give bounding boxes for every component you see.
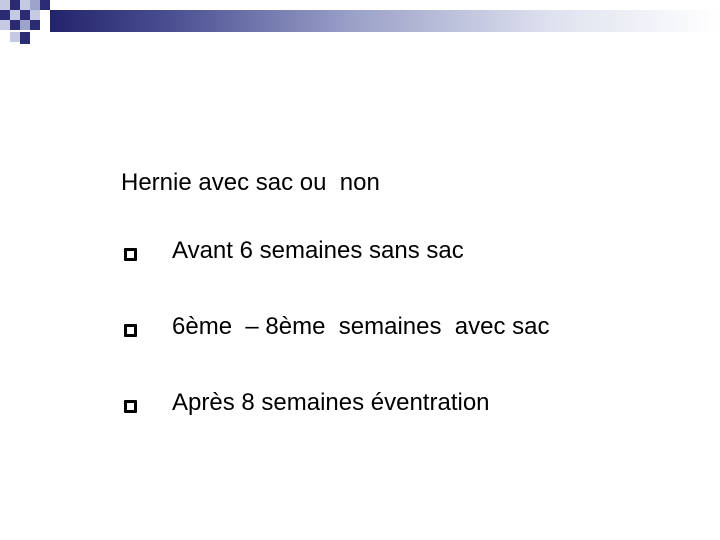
decor-square — [0, 20, 10, 30]
square-bullet-icon — [124, 248, 137, 261]
decor-square — [20, 0, 30, 10]
decor-square — [40, 0, 50, 10]
decor-square — [20, 20, 30, 30]
header-decoration — [0, 0, 720, 50]
decor-square — [10, 10, 20, 20]
decor-square — [30, 10, 40, 20]
decor-square — [20, 32, 30, 44]
slide-title: Hernie avec sac ou non — [121, 169, 380, 196]
bullet-text: Avant 6 semaines sans sac — [172, 237, 464, 264]
decor-square — [20, 10, 30, 20]
bullet-text: Après 8 semaines éventration — [172, 389, 490, 416]
bullet-text: 6ème – 8ème semaines avec sac — [172, 313, 550, 340]
decor-square — [0, 10, 10, 20]
header-gradient-bar — [50, 10, 720, 32]
square-bullet-icon — [124, 324, 137, 337]
decor-square — [30, 20, 40, 30]
square-bullet-icon — [124, 400, 137, 413]
decor-square — [10, 32, 20, 42]
decor-square — [10, 0, 20, 10]
decor-square — [30, 0, 40, 10]
decor-square — [0, 0, 10, 10]
decor-square — [10, 20, 20, 30]
